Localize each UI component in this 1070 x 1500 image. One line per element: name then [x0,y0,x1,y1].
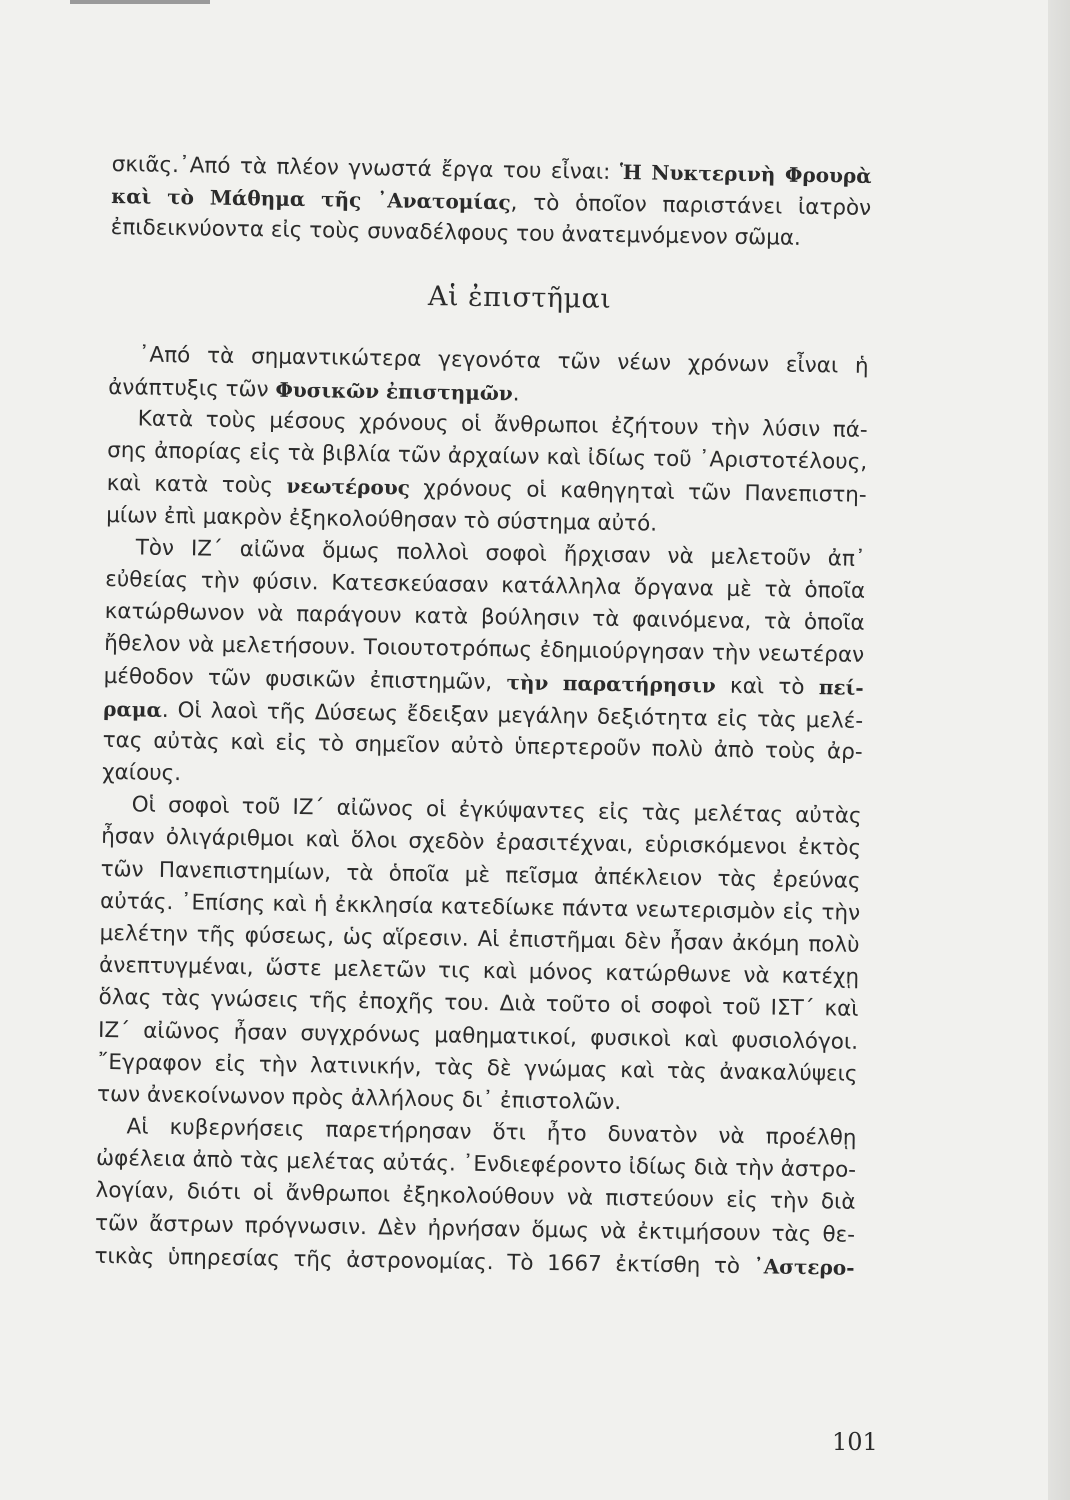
text-run: καὶ κατὰ τοὺς [106,471,274,499]
scan-edge-shadow [1048,0,1070,1500]
text-line: μίων ἐπὶ μακρὸν ἐξηκολούθησαν τὸ σύστημα αὐτό. [106,502,658,537]
bold-term: Ἡ Νυκτερινὴ Φρουρὰ [619,159,872,188]
text-line: λογίαν, διότι οἱ ἄνθρωποι ἐξηκολούθουν νὰ πιστεύουν εἰς τὴν διὰ [95,1178,856,1216]
text-line: τας αὐτὰς καὶ εἰς τὸ σημεῖον αὐτὸ ὑπερτεροῦν πολὺ ἀπὸ τοὺς ἀρ- [102,727,863,765]
text-line: ᾿Από τὰ σημαντικώτερα γεγονότα τῶν νέων χρόνων εἶναι ἡ [138,342,869,379]
scan-top-mark [70,0,210,4]
bold-term: ραμα [103,696,163,722]
text-line: Κατὰ τοὺς μέσους χρόνους οἱ ἄνθρωποι ἐζήτουν τὴν λύσιν πά- [137,406,868,443]
text-run: . Οἱ λαοὶ τῆς Δύσεως ἔδειξαν μεγάλην δεξιότητα εἰς τὰς μελέ- [161,697,864,734]
section-heading: Αἱ ἐπιστῆμαι [427,280,612,315]
text-line: ἀνεπτυγμέναι, ὥστε μελετῶν τις καὶ μόνος κατώρθωνε νὰ κατέχῃ [98,953,860,990]
bold-term: πεί- [818,675,864,701]
text-line: ῎Εγραφον εἰς τὴν λατινικήν, τὰς δὲ γνώμας καὶ τὰς ἀνακαλύψεις [97,1049,858,1087]
text-line: τῶν Πανεπιστημίων, τὰ ὁποῖα μὲ πεῖσμα ἀπέκλειον τὰς ἐρεύνας [100,856,861,894]
text-line: Αἱ κυβερνήσεις παρετήρησαν ὅτι ἦτο δυνατὸν νὰ προέλθῃ [126,1114,857,1151]
text-run: καὶ τὸ [729,674,805,701]
text-run: τικὰς ὑπηρεσίας τῆς ἀστρονομίας. Τὸ 1667 ἐκτίσθη τὸ [94,1243,741,1279]
text-line: Οἱ σοφοὶ τοῦ ΙΖ΄ αἰῶνος οἱ ἐγκύψαντες εἰς τὰς μελέτας αὐτὰς [131,792,862,830]
bold-term: καὶ τὸ Μάθημα τῆς ᾿Ανατομίας [111,184,511,215]
text-line: μελέτην τῆς φύσεως, ὡς αἵρεσιν. Αἱ ἐπιστῆμαι δὲν ἦσαν ἀκόμη πολὺ [99,920,860,958]
text-run: ἀνάπτυξις τῶν [108,374,269,403]
text-line: κατώρθωνον νὰ παράγουν κατὰ βούλησιν τὰ φαινόμενα, τὰ ὁποῖα [104,599,865,636]
bold-term: τὴν παρατήρησιν [506,670,716,698]
text-run: . [512,381,520,407]
text-run: , τὸ ὁποῖον παριστάνει ἰατρὸν [510,190,872,222]
text-line: ἦσαν ὀλιγάριθμοι καὶ ὅλοι σχεδὸν ἐρασιτέχναι, εὑρισκόμενοι ἐκτὸς [100,824,862,862]
text-run: χρόνους οἱ καθηγηταὶ τῶν Πανεπιστη- [423,476,867,509]
text-line: ἤθελον νὰ μελετήσουν. Τοιουτοτρόπως ἐδημιούργησαν τὴν νεωτέραν [104,631,865,669]
text-line: ὅλας τὰς γνώσεις τῆς ἐποχῆς του. Διὰ τοῦτο οἱ σοφοὶ τοῦ ΙΣΤ΄ καὶ [98,985,859,1023]
text-run: σκιᾶς.᾿Από τὰ πλέον γνωστά ἔργα του εἶναι: [111,151,611,185]
text-line: τῶν ἄστρων πρόγνωσιν. Δὲν ἠρνήσαν ὅμως νὰ ἐκτιμήσουν τὰς θε- [94,1210,856,1248]
text-line: ὠφέλεια ἀπὸ τὰς μελέτας αὐτάς. ᾿Ενδιεφέροντο ἰδίως διὰ τὴν ἀστρο- [95,1146,857,1184]
page-number: 101 [832,1428,878,1456]
text-line: ἐπιδεικνύοντα εἰς τοὺς συναδέλφους του ἀνατεμνόμενον σῶμα. [110,215,802,252]
text-line: αὐτάς. ᾿Επίσης καὶ ἡ ἐκκλησία κατεδίωκε πάντα νεωτερισμὸν εἰς τὴν [99,888,861,926]
text-run: μέθοδον τῶν φυσικῶν ἐπιστημῶν, [103,664,493,696]
text-line: εὐθείας τὴν φύσιν. Κατεσκεύασαν κατάλληλα ὄργανα μὲ τὰ ὁποῖα [105,566,866,604]
bold-term: ᾿Αστερο- [753,1254,855,1280]
bold-term: νεωτέρους [286,474,411,501]
text-line: των ἀνεκοίνωνον πρὸς ἀλλήλους δι᾿ ἐπιστολῶν. [96,1081,622,1115]
body-text [94,148,872,1284]
text-line: σης ἀπορίας εἰς τὰ βιβλία τῶν ἀρχαίων καὶ ἰδίως τοῦ ᾿Αριστοτέλους, [107,438,868,476]
text-line: χαίους. [101,759,182,787]
text-line: Τὸν ΙΖ΄ αἰῶνα ὅμως πολλοὶ σοφοὶ ἤρχισαν νὰ μελετοῦν ἀπ᾿ [135,535,866,572]
text-line: ΙΖ΄ αἰῶνος ἦσαν συγχρόνως μαθηματικοί, φυσικοὶ καὶ φυσιολόγοι. [97,1017,859,1055]
bold-term: Φυσικῶν ἐπιστημῶν [275,377,513,406]
